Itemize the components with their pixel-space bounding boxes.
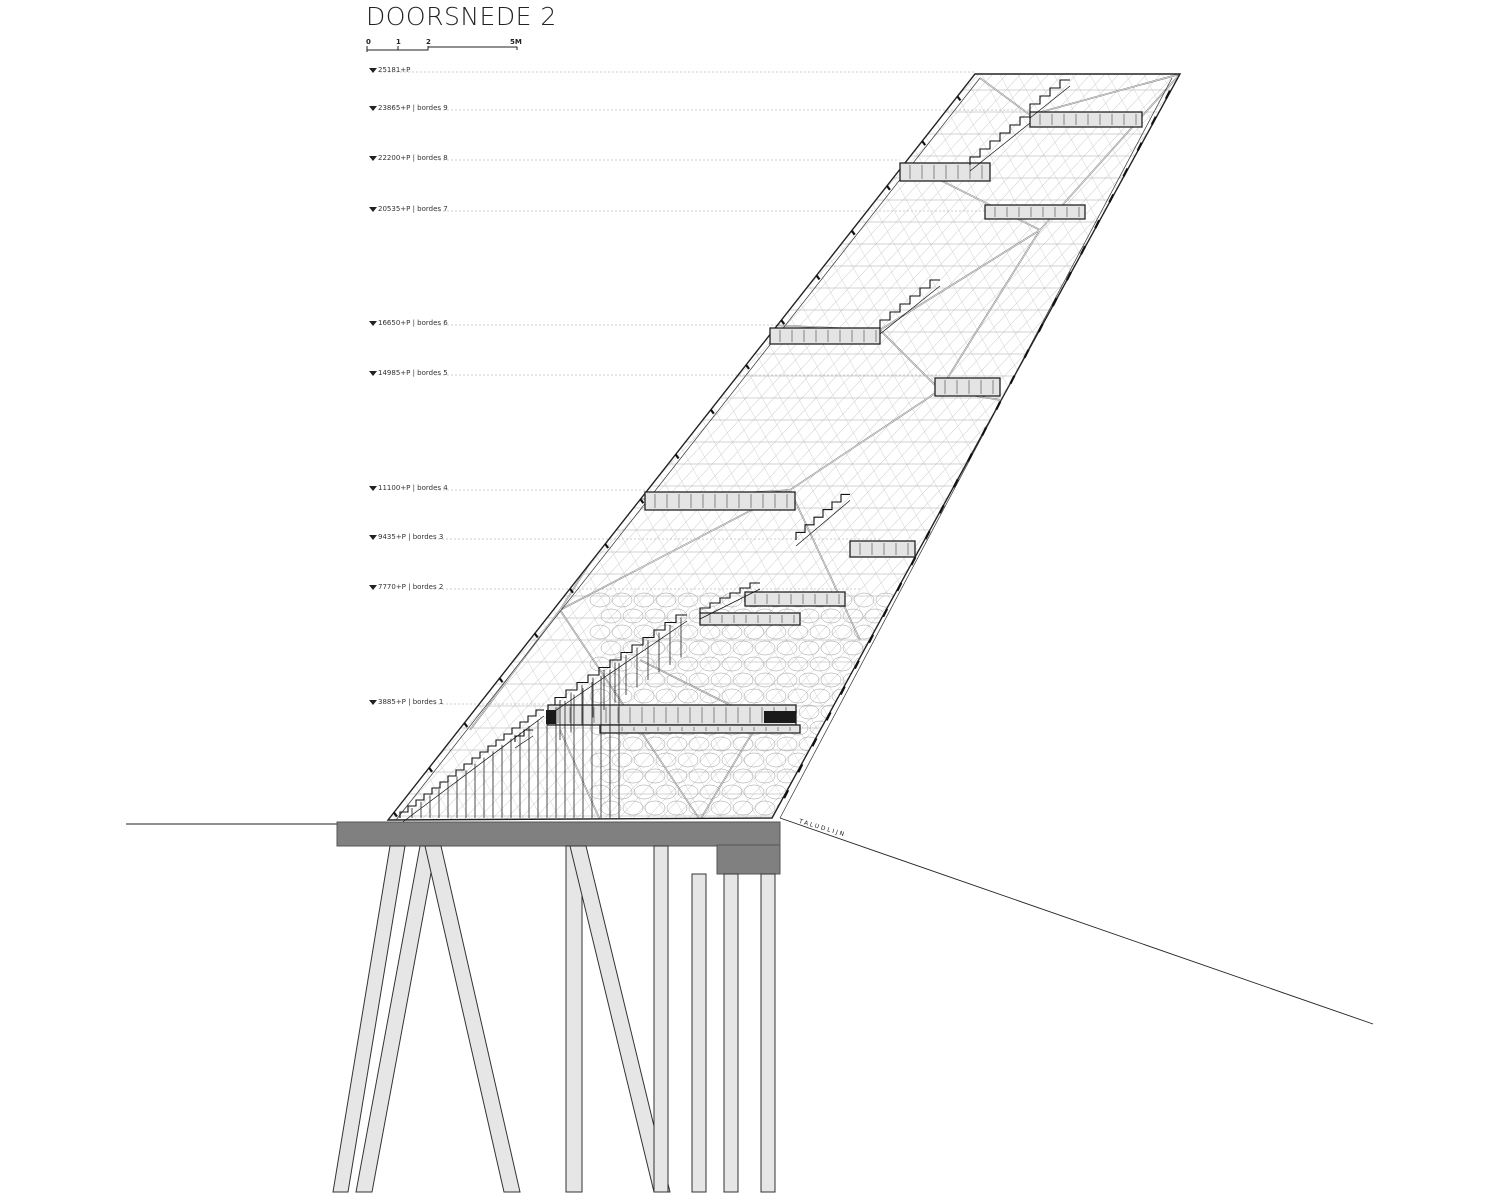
- landing: [700, 613, 800, 625]
- level-marker: [369, 317, 448, 329]
- landing: [600, 725, 800, 733]
- scale-label-1: 1: [396, 38, 401, 46]
- level-triangle-icon: [369, 535, 377, 540]
- pile: [761, 874, 775, 1192]
- level-triangle-icon: [369, 321, 377, 326]
- pile: [654, 846, 668, 1192]
- dark-block: [764, 711, 796, 723]
- scale-label-0: 0: [366, 38, 371, 46]
- landing: [850, 541, 915, 557]
- level-marker: [369, 102, 448, 114]
- level-marker: [369, 581, 443, 593]
- landing: [935, 378, 1000, 396]
- dark-block: [546, 710, 556, 724]
- scale-label-5m: 5M: [510, 38, 522, 46]
- landing: [1030, 112, 1142, 127]
- pile: [566, 846, 582, 1192]
- level-label: 3885+P | bordes 1: [378, 698, 444, 706]
- level-label: 9435+P | bordes 3: [378, 533, 444, 541]
- level-triangle-icon: [369, 700, 377, 705]
- pile: [724, 874, 738, 1192]
- level-marker: [369, 531, 443, 543]
- landing: [745, 592, 845, 606]
- level-label: 16650+P | bordes 6: [378, 319, 448, 327]
- level-triangle-icon: [369, 106, 377, 111]
- level-triangle-icon: [369, 486, 377, 491]
- level-marker: [369, 203, 448, 215]
- level-marker: [369, 367, 448, 379]
- scale-bar: [367, 46, 517, 52]
- level-label: 20535+P | bordes 7: [378, 205, 448, 213]
- level-triangle-icon: [369, 207, 377, 212]
- level-label: 14985+P | bordes 5: [378, 369, 448, 377]
- level-triangle-icon: [369, 156, 377, 161]
- level-triangle-icon: [369, 68, 377, 73]
- drawing-title: DOORSNEDE 2: [366, 2, 557, 31]
- level-marker: [369, 64, 410, 76]
- level-label: 11100+P | bordes 4: [378, 484, 448, 492]
- level-triangle-icon: [369, 585, 377, 590]
- level-label: 22200+P | bordes 8: [378, 154, 448, 162]
- level-label: 23865+P | bordes 9: [378, 104, 448, 112]
- landing: [770, 328, 880, 344]
- landing: [645, 492, 795, 510]
- level-marker: [369, 152, 448, 164]
- level-triangle-icon: [369, 371, 377, 376]
- level-label: 25181+P: [378, 66, 411, 74]
- foundation-pile-cap: [717, 845, 780, 874]
- level-marker: [369, 696, 443, 708]
- level-label: 7770+P | bordes 2: [378, 583, 444, 591]
- foundation-slab: [337, 822, 780, 846]
- level-marker: [369, 482, 448, 494]
- ground-label: TALUDLIJN: [798, 818, 847, 839]
- foundation-piles: [333, 846, 775, 1192]
- landing: [548, 705, 796, 725]
- pile: [425, 846, 520, 1192]
- pile: [692, 874, 706, 1192]
- landing: [985, 205, 1085, 219]
- scale-label-2: 2: [426, 38, 431, 46]
